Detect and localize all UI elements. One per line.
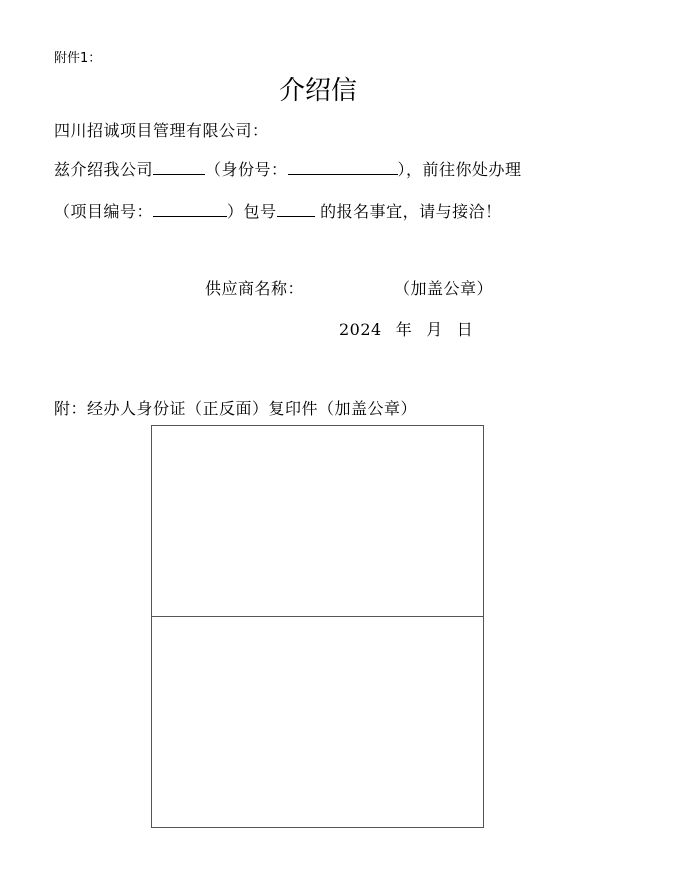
date-year-unit: 年 — [395, 320, 413, 339]
id-card-back-area — [152, 617, 483, 827]
seal-note: （加盖公章） — [394, 279, 494, 298]
id-suffix-text: ），前往你处办理 — [397, 160, 522, 179]
project-number-blank — [153, 202, 227, 217]
attachment-label: 附件1： — [54, 51, 102, 66]
date-day-unit: 日 — [456, 320, 474, 339]
introduction-line — [54, 157, 522, 180]
id-prefix-text: （身份号： — [205, 160, 288, 179]
date-month-unit: 月 — [426, 320, 443, 339]
id-card-copy-box — [151, 425, 484, 828]
document-title: 介绍信 — [278, 76, 357, 106]
project-prefix-text: （项目编号： — [54, 202, 154, 221]
id-number-blank — [288, 160, 398, 175]
package-number-blank — [277, 202, 315, 217]
addressee-line: 四川招诚项目管理有限公司： — [54, 121, 269, 140]
appendix-note: 附：经办人身份证（正反面）复印件（加盖公章） — [54, 399, 418, 418]
supplier-name-label: 供应商名称： — [205, 279, 305, 298]
project-line — [54, 199, 502, 222]
package-label-text: ）包号 — [227, 202, 277, 221]
name-blank — [153, 160, 205, 175]
date-line — [339, 317, 487, 340]
id-card-front-area — [152, 426, 483, 617]
date-year: 2024 — [339, 320, 382, 339]
closing-text: 的报名事宜，请与接洽！ — [320, 202, 502, 221]
intro-text: 兹介绍我公司 — [54, 160, 154, 179]
